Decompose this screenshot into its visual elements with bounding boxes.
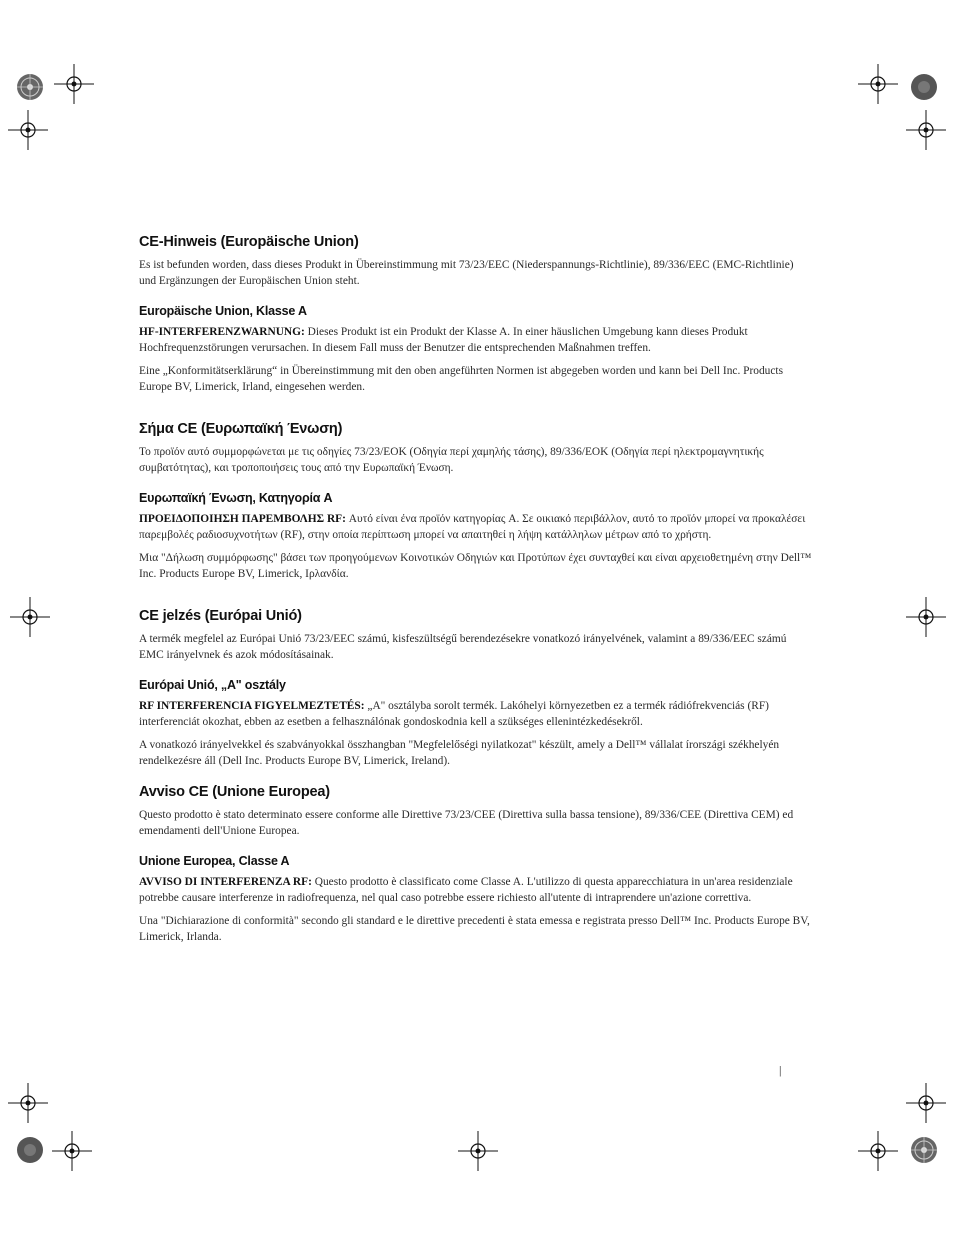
warning-paragraph xyxy=(139,875,813,906)
registration-mark-top-left xyxy=(15,72,45,102)
warning-text: Dieses Produkt ist ein Produkt der Klasse A. In einer häuslichen Umgebung kann dieses Produkt Hochfrequenzstörungen verursachen. In diesem Fall muss der Benutzer die entsprechenden Maßnahmen treffen. xyxy=(139,326,748,354)
intro-paragraph: Το προϊόν αυτό συμμορφώνεται με τις οδηγίες 73/23/EOK (Οδηγία περί χαμηλής τάσης), 89/336/EOK (Οδηγία περί ηλεκτρομαγνητικής συμβατότητας), και τροποποιήσεις τους από την Ευρωπαϊκή Ένωση. xyxy=(139,446,764,474)
crosshair-mark xyxy=(8,1083,48,1123)
warning-label: AVVISO DI INTERFERENZA RF: xyxy=(139,876,312,888)
section-subtitle: Európai Unió, „A" osztály xyxy=(139,678,286,692)
crosshair-mark xyxy=(10,597,50,637)
crosshair-mark xyxy=(54,64,94,104)
warning-text: Questo prodotto è classificato come Classe A. L'utilizzo di questa apparecchiatura in un'area residenziale potrebbe causare interferenze in radiofrequenza, nel qual caso potrebbe essere richiesto all'utente di intraprendere un'azione correttiva. xyxy=(139,876,793,904)
declaration-paragraph: Μια "Δήλωση συμμόρφωσης" βάσει των προηγούμενων Κοινοτικών Οδηγιών και Προτύπων έχει συνταχθεί και είναι αρχειοθετημένη στην Dell™ Inc. Products Europe BV, Limerick, Ιρλανδία. xyxy=(139,552,812,580)
warning-paragraph xyxy=(139,699,813,730)
section-subtitle: Europäische Union, Klasse A xyxy=(139,304,307,318)
crosshair-mark xyxy=(858,1131,898,1171)
warning-label: RF INTERFERENCIA FIGYELMEZTETÉS: xyxy=(139,700,365,712)
crosshair-mark xyxy=(906,1083,946,1123)
warning-label: HF-INTERFERENZWARNUNG: xyxy=(139,326,305,338)
warning-text: „A" osztályba sorolt termék. Lakóhelyi környezetben ez a termék rádiófrekvenciás (RF) interferenciát okozhat, ebben az esetben a felhasználónak gondoskodnia kell a szükséges ellenintézkedésekről. xyxy=(139,700,769,728)
section-ce-german xyxy=(139,234,813,395)
registration-mark-bottom-left xyxy=(15,1135,45,1165)
section-title: CE-Hinweis (Europäische Union) xyxy=(139,234,359,250)
crosshair-mark xyxy=(906,597,946,637)
registration-mark-top-right xyxy=(909,72,939,102)
crosshair-mark xyxy=(458,1131,498,1171)
section-subtitle: Ευρωπαϊκή Ένωση, Κατηγορία A xyxy=(139,491,333,505)
page-number: | xyxy=(779,1063,782,1077)
declaration-paragraph: A vonatkozó irányelvekkel és szabványokkal összhangban "Megfelelőségi nyilatkozat" készült, amely a Dell™ vállalat írországi székhelyén rendelkezésre áll (Dell Inc. Products Europe BV, Limerick, Ireland). xyxy=(139,739,780,767)
section-ce-hungarian xyxy=(139,608,813,769)
crosshair-mark xyxy=(8,110,48,150)
crosshair-mark xyxy=(858,64,898,104)
section-title: Avviso CE (Unione Europea) xyxy=(139,784,330,800)
section-subtitle: Unione Europea, Classe A xyxy=(139,854,290,868)
declaration-paragraph: Eine „Konformitätserklärung“ in Übereinstimmung mit den oben angeführten Normen ist abgegeben worden und kann bei Dell Inc. Products Europe BV, Limerick, Irland, eingesehen werden. xyxy=(139,365,784,393)
registration-mark-bottom-right xyxy=(909,1135,939,1165)
intro-paragraph: A termék megfelel az Európai Unió 73/23/EEC számú, kisfeszültségű berendezésekre vonatkozó irányelvének, valamint a 89/336/EEC számú EMC irányelvnek és azok módosításainak. xyxy=(139,633,787,661)
page-content xyxy=(139,234,813,953)
warning-paragraph xyxy=(139,325,813,356)
declaration-paragraph: Una "Dichiarazione di conformità" secondo gli standard e le direttive precedenti è stata emessa e registrata presso Dell™ Inc. Products Europe BV, Limerick, Irlanda. xyxy=(139,915,810,943)
section-title: CE jelzés (Európai Unió) xyxy=(139,608,302,624)
warning-paragraph xyxy=(139,512,813,543)
warning-text: Αυτό είναι ένα προϊόν κατηγορίας A. Σε οικιακό περιβάλλον, αυτό το προϊόν μπορεί να προκαλέσει παρεμβολές ραδιοσυχνοτήτων (RF), στην οποία περίπτωση μπορεί να απαιτηθεί η λήψη κατάλληλων μέτρων από το χρήστη. xyxy=(139,513,806,541)
warning-label: ΠΡΟΕΙΔΟΠΟΙΗΣΗ ΠΑΡΕΜΒΟΛΗΣ RF: xyxy=(139,513,346,525)
section-ce-greek xyxy=(139,421,813,582)
intro-paragraph: Questo prodotto è stato determinato essere conforme alle Direttive 73/23/CEE (Direttiva sulla bassa tensione), 89/336/CEE (Direttiva CEM) ed emendamenti dell'Unione Europea. xyxy=(139,809,794,837)
section-title: Σήμα CE (Ευρωπαϊκή Ένωση) xyxy=(139,421,343,437)
intro-paragraph: Es ist befunden worden, dass dieses Produkt in Übereinstimmung mit 73/23/EEC (Niederspannungs-Richtlinie), 89/336/EEC (EMC-Richtlinie) und Ergänzungen der Europäischen Union steht. xyxy=(139,259,794,287)
section-ce-italian xyxy=(139,784,813,945)
crosshair-mark xyxy=(906,110,946,150)
crosshair-mark xyxy=(52,1131,92,1171)
